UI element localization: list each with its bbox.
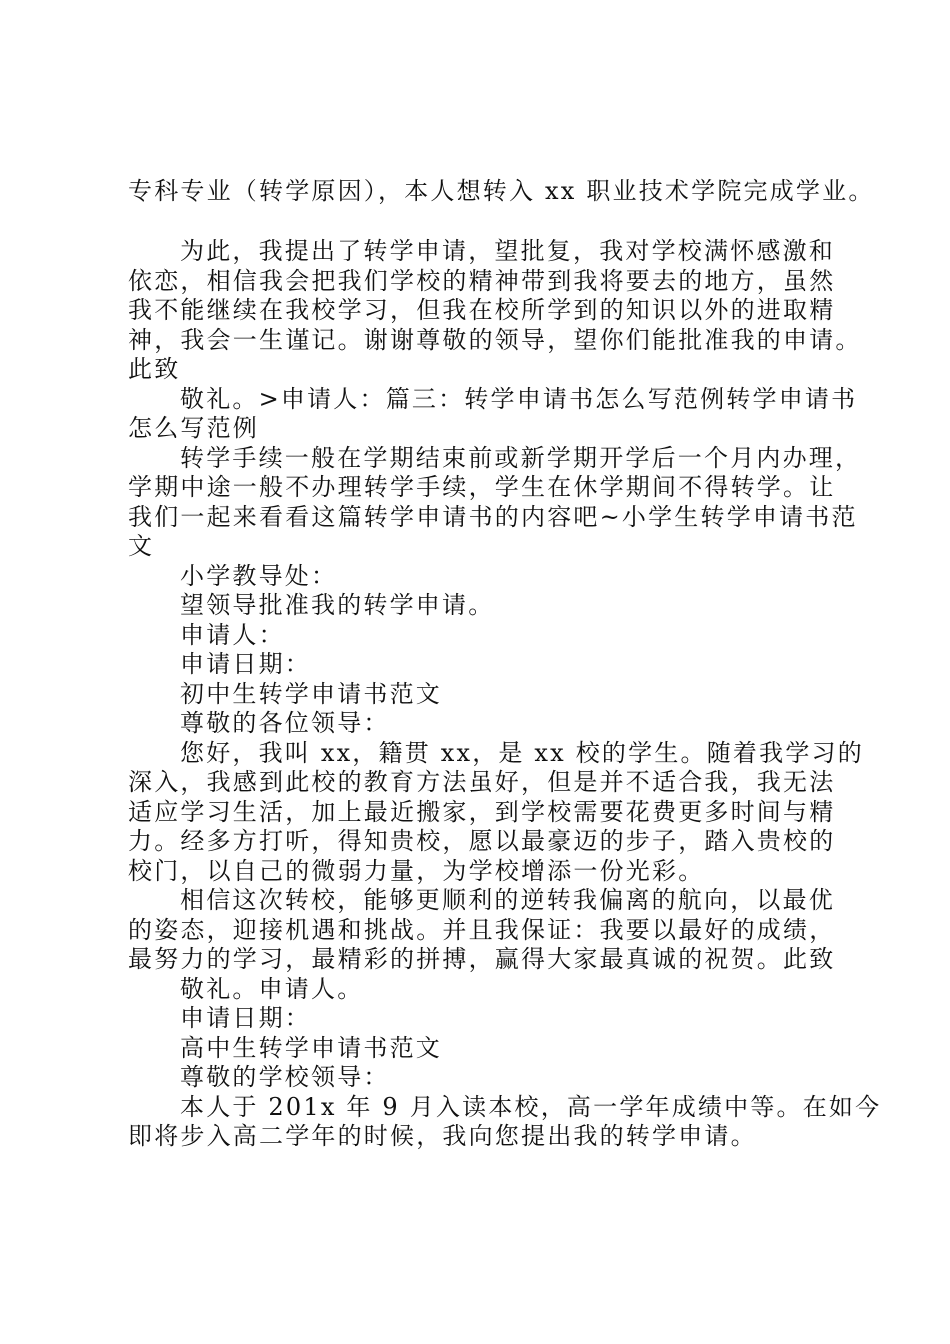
text-line: 尊敬的学校领导： (180, 1063, 390, 1091)
text-line: 小学教导处： (180, 561, 338, 590)
text-line: 最努力的学习，最精彩的拼搏，赢得大家最真诚的祝贺。此致 (128, 945, 836, 973)
text-line: 我不能继续在我校学习，但我在校所学到的知识以外的进取精 (128, 296, 836, 324)
text-line: 敬礼。申请人。 (180, 974, 364, 1003)
text-line: 初中生转学申请书范文 (180, 679, 442, 708)
text-line: 申请日期： (180, 1004, 311, 1032)
opening-paragraph (128, 177, 875, 207)
text-line: 本人于 201x 年 9 月入读本校，高一学年成绩中等。在如今 (180, 1092, 882, 1121)
text-line: 校门，以自己的微弱力量，为学校增添一份光彩。 (128, 856, 705, 885)
text-line: 怎么写范例 (128, 414, 259, 442)
text-line: 深入，我感到此校的教育方法虽好，但是并不适合我，我无法 (128, 768, 836, 796)
text-line: 您好，我叫 xx，籍贯 xx，是 xx 校的学生。随着我学习的 (180, 738, 864, 767)
text-line: 高中生转学申请书范文 (180, 1033, 442, 1062)
text-line: 申请人： (180, 620, 285, 649)
text-line: 望领导批准我的转学申请。 (180, 591, 495, 619)
text-line: 文 (128, 532, 155, 560)
text-line: 神，我会一生谨记。谢谢尊敬的领导，望你们能批准我的申请。 (128, 325, 862, 354)
text-line: 敬礼。>申请人：篇三：转学申请书怎么写范例转学申请书 (180, 384, 858, 413)
text-line: 尊敬的各位领导： (180, 709, 390, 737)
text-line: 相信这次转校，能够更顺利的逆转我偏离的航向，以最优 (180, 886, 835, 914)
text-line: 申请日期： (180, 650, 311, 678)
text-line: 适应学习生活，加上最近搬家，到学校需要花费更多时间与精 (128, 797, 836, 826)
text-line: 即将步入高二学年的时候，我向您提出我的转学申请。 (128, 1122, 757, 1150)
document-body (128, 237, 882, 1152)
text-line: 为此，我提出了转学申请，望批复，我对学校满怀感激和 (180, 237, 835, 265)
text-line: 学期中途一般不办理转学手续，学生在休学期间不得转学。让 (128, 473, 836, 501)
text-line: 的姿态，迎接机遇和挑战。并且我保证：我要以最好的成绩， (128, 915, 836, 944)
text-line: 专科专业（转学原因），本人想转入 xx 职业技术学院完成学业。 (128, 177, 875, 205)
text-line: 此致 (128, 355, 181, 383)
text-line: 依恋，相信我会把我们学校的精神带到我将要去的地方，虽然 (128, 266, 836, 295)
text-line: 力。经多方打听，得知贵校，愿以最豪迈的步子，踏入贵校的 (128, 827, 836, 855)
text-line: 我们一起来看看这篇转学申请书的内容吧~小学生转学申请书范 (128, 502, 858, 531)
text-line: 转学手续一般在学期结束前或新学期开学后一个月内办理， (180, 443, 862, 472)
